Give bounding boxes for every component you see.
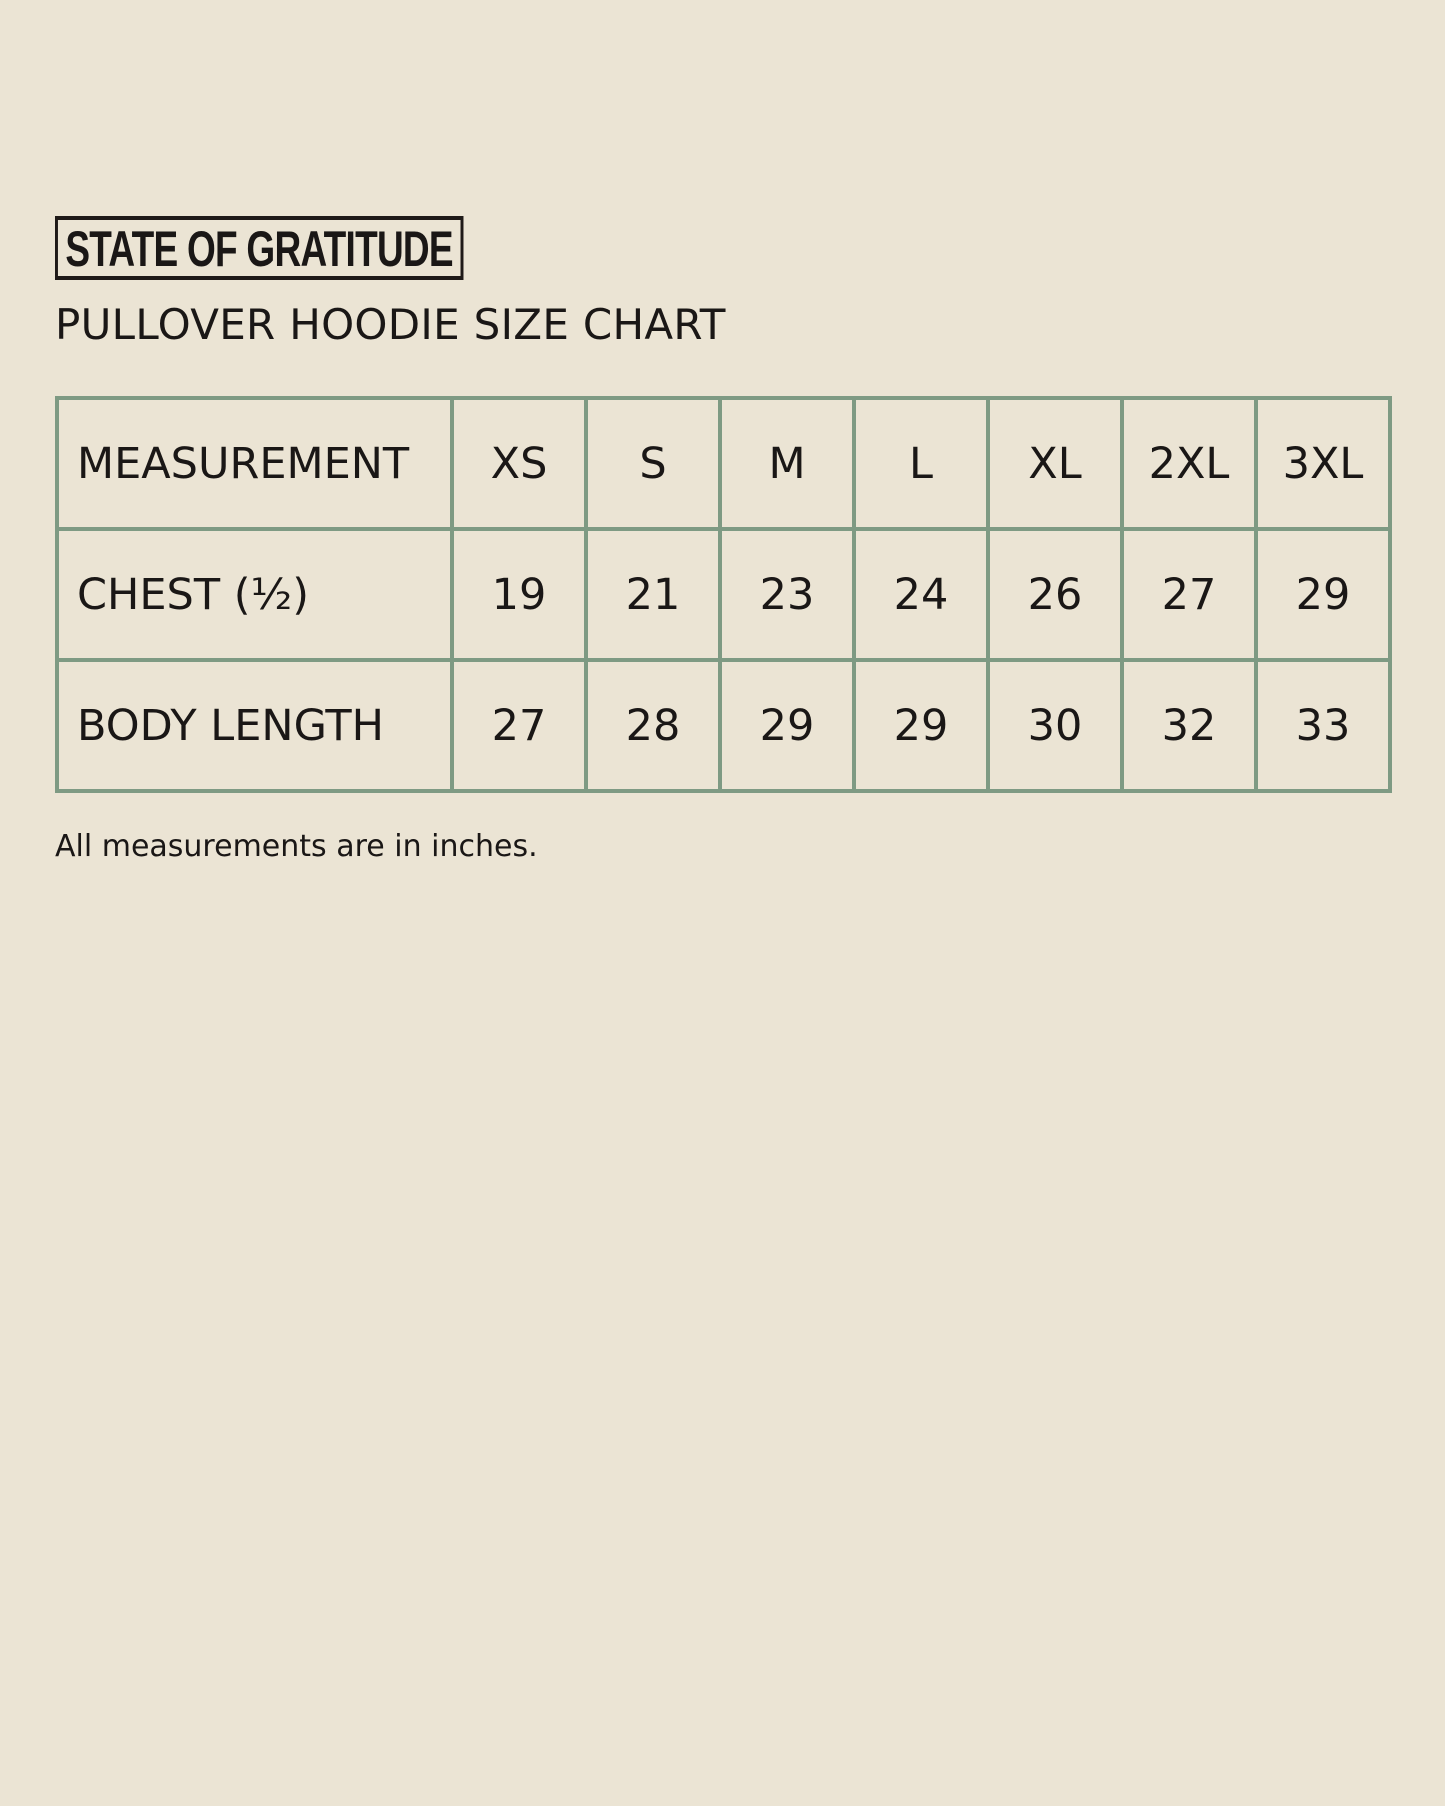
table-cell: 33: [1256, 660, 1390, 791]
footnote: All measurements are in inches.: [55, 829, 538, 864]
header-cell-size: S: [586, 398, 720, 529]
table-cell: 29: [1256, 529, 1390, 660]
table-cell: 23: [720, 529, 854, 660]
table-cell: 29: [854, 660, 988, 791]
header-cell-size: 2XL: [1122, 398, 1256, 529]
table-cell: 29: [720, 660, 854, 791]
table-cell: 27: [452, 660, 586, 791]
brand-logo-container: [55, 216, 1388, 278]
table-cell: 21: [586, 529, 720, 660]
table-cell: 30: [988, 660, 1122, 791]
table-cell: 27: [1122, 529, 1256, 660]
table-row-chest: [57, 529, 1390, 660]
header-cell-size: L: [854, 398, 988, 529]
row-label-chest: CHEST (½): [57, 529, 452, 660]
header-cell-size: XS: [452, 398, 586, 529]
header-cell-size: XL: [988, 398, 1122, 529]
size-table: [55, 396, 1392, 793]
table-header-row: [57, 398, 1390, 529]
table-cell: 24: [854, 529, 988, 660]
page-title: PULLOVER HOODIE SIZE CHART: [55, 300, 726, 349]
table-cell: 19: [452, 529, 586, 660]
table-cell: 26: [988, 529, 1122, 660]
row-label-body-length: BODY LENGTH: [57, 660, 452, 791]
header-cell-measurement: MEASUREMENT: [57, 398, 452, 529]
brand-logo: STATE OF GRATITUDE: [55, 216, 463, 280]
size-chart-page: [55, 216, 1388, 865]
table-cell: 28: [586, 660, 720, 791]
table-cell: 32: [1122, 660, 1256, 791]
table-row-body-length: [57, 660, 1390, 791]
header-cell-size: M: [720, 398, 854, 529]
header-cell-size: 3XL: [1256, 398, 1390, 529]
